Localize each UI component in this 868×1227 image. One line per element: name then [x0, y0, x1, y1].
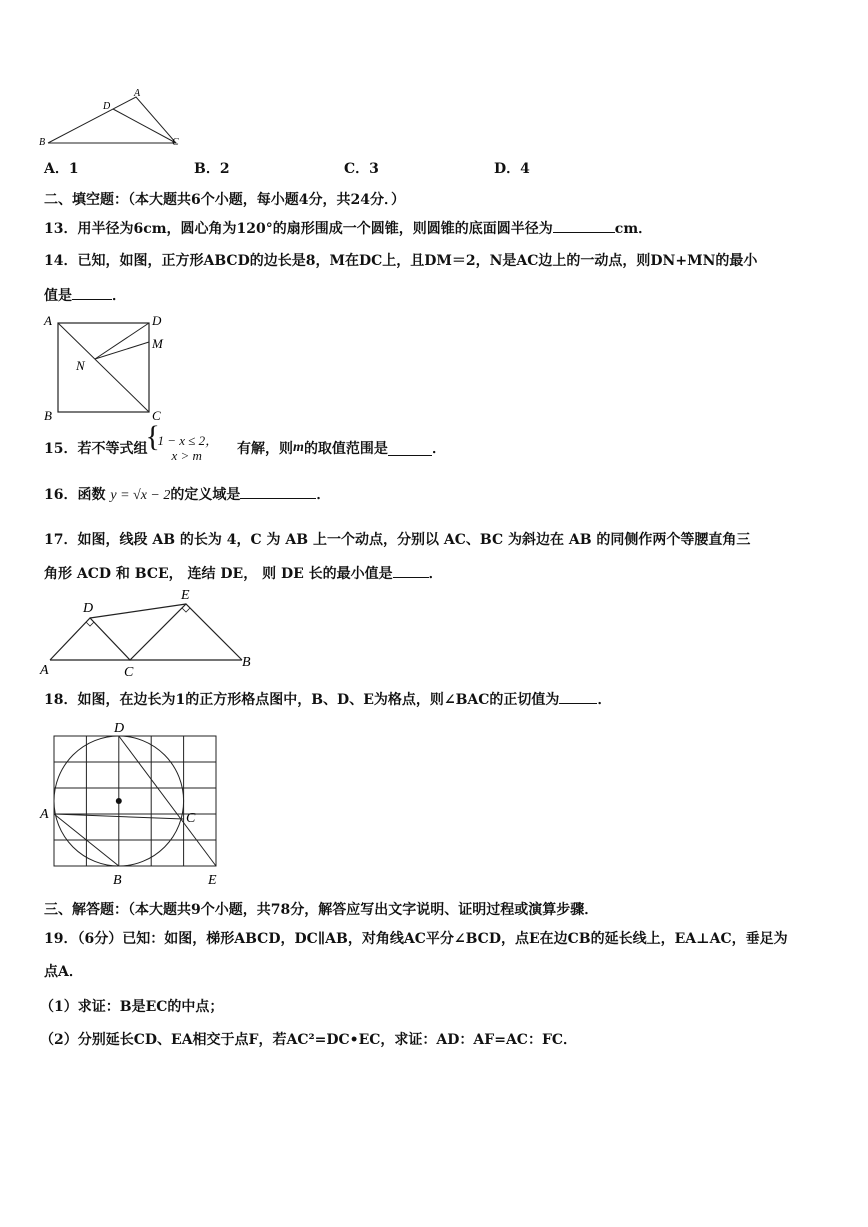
q12-label-d: D [103, 101, 111, 112]
q15-text-a: 15．若不等式组 [44, 441, 148, 457]
q14-end: ． [112, 288, 126, 304]
q17-end: ． [428, 566, 443, 582]
q15-var: m [293, 440, 304, 455]
q16-answer-blank[interactable] [240, 484, 316, 499]
q14-answer-blank[interactable] [72, 285, 112, 300]
q18-text: 18．如图，在边长为1的正方形格点图中，B、D、E为格点，则∠BAC的正切值为 [44, 692, 560, 708]
q17-answer-blank[interactable] [393, 563, 429, 578]
q16-formula: y = √x − 2 [110, 488, 171, 503]
q14-label-c: C [152, 408, 161, 423]
q14-square-figure [40, 312, 175, 424]
q14-text: 值是 [44, 288, 72, 304]
q17-text: 角形 ACD 和 BCE， 连结 DE， 则 DE 长的最小值是 [44, 566, 393, 582]
q17-label-d: D [83, 601, 94, 616]
question-14-line2 [44, 285, 126, 305]
q18-label-c: C [186, 811, 196, 826]
q14-label-b: B [44, 408, 52, 423]
q18-end: ． [597, 692, 612, 708]
choice-b[interactable]: B．2 [194, 161, 230, 177]
choice-d[interactable]: D．4 [494, 161, 530, 177]
question-18 [44, 689, 611, 709]
q16-text-a: 16．函数 [44, 487, 106, 503]
q12-label-a: A [134, 88, 141, 99]
q18-label-a: A [40, 807, 49, 822]
q18-grid-figure [36, 718, 236, 890]
q18-label-d: D [114, 721, 125, 736]
question-16 [44, 484, 330, 504]
choice-c[interactable]: C．3 [344, 161, 379, 177]
q15-text-c: 的取值范围是 [303, 441, 388, 457]
q15-inequality-system [147, 433, 218, 463]
q13-text-b: cm． [614, 221, 653, 237]
q14-label-d: D [152, 313, 162, 328]
choice-a[interactable]: A．1 [44, 161, 79, 177]
q12-triangle-figure [36, 88, 186, 150]
q15-text-b: 有解，则 [237, 441, 294, 457]
q15-ineq-2: x > m [171, 448, 202, 463]
q18-label-b: B [113, 873, 122, 888]
q18-answer-blank[interactable] [559, 689, 597, 704]
question-13 [44, 218, 652, 238]
question-15 [44, 433, 446, 463]
question-19-line2: 点A． [44, 964, 83, 980]
q17-label-b: B [242, 655, 251, 670]
q13-text-a: 13．用半径为6cm，圆心角为120°的扇形围成一个圆锥，则圆锥的底面圆半径为 [44, 221, 553, 237]
q14-label-n: N [76, 358, 85, 373]
q17-label-c: C [124, 665, 134, 680]
question-19-line1: 19．（6分）已知：如图，梯形ABCD，DC∥AB，对角线AC平分∠BCD，点E在边CB的延长线上，EA⊥AC，垂足为 [44, 931, 788, 947]
q17-triangles-figure [36, 586, 266, 680]
q14-label-a: A [44, 313, 52, 328]
q15-answer-blank[interactable] [388, 441, 432, 456]
q12-label-c: C [172, 137, 179, 148]
q18-label-e: E [208, 873, 217, 888]
question-19-part2: （2）分别延长CD、EA相交于点F，若AC²=DC•EC，求证：AD：AF=AC：FC． [40, 1032, 578, 1048]
q15-ineq-1: { 1 − x ≤ 2， [157, 433, 219, 448]
question-17-line1: 17．如图，线段 AB 的长为 4，C 为 AB 上一个动点，分别以 AC、BC 为斜边在 AB 的同侧作两个等腰直角三 [44, 532, 751, 548]
q14-label-m: M [152, 336, 163, 351]
question-17-line2 [44, 563, 443, 583]
q12-label-b: B [39, 137, 46, 148]
q16-end: ． [316, 487, 331, 503]
q16-text-b: 的定义域是 [170, 487, 241, 503]
question-19-part1: （1）求证：B是EC的中点； [40, 999, 224, 1015]
section3-title: 三、解答题：（本大题共9个小题，共78分，解答应写出文字说明、证明过程或演算步骤． [44, 902, 599, 918]
q17-label-a: A [40, 663, 49, 678]
question-14-line1: 14．已知，如图，正方形ABCD的边长是8，M在DC上，且DM＝2，N是AC边上的一动点，则DN+MN的最小 [44, 253, 758, 269]
q17-label-e: E [181, 588, 190, 603]
q13-answer-blank[interactable] [553, 218, 615, 233]
q15-end: ． [431, 441, 446, 457]
section2-title: 二、填空题：（本大题共6个小题，每小题4分，共24分．） [44, 192, 405, 208]
